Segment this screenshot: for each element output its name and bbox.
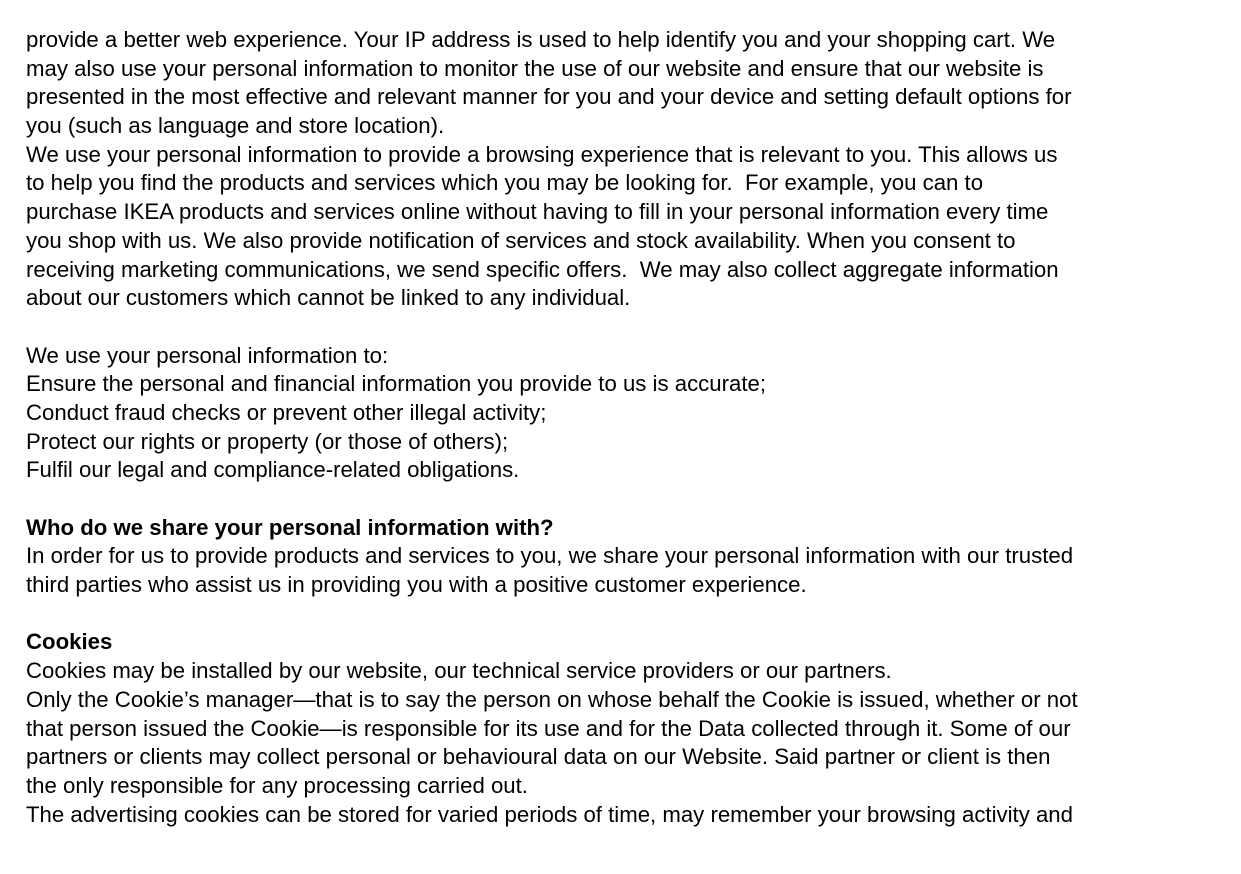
spacer xyxy=(26,485,1226,514)
text-line: receiving marketing communications, we send specific offers. We may also collect aggregate information xyxy=(26,256,1059,282)
text-line: the only responsible for any processing carried out. xyxy=(26,772,528,798)
share-section xyxy=(26,514,1226,600)
uses-intro: We use your personal information to: xyxy=(26,342,389,368)
text-line: Cookies may be installed by our website, our technical service providers or our partners. xyxy=(26,658,892,684)
text-line: The advertising cookies can be stored for varied periods of time, may remember your browsing activity and xyxy=(26,801,1073,827)
cookies-section xyxy=(26,628,1226,829)
text-line: that person issued the Cookie—is responsible for its use and for the Data collected through it. Some of our xyxy=(26,715,1071,741)
paragraph-browsing-experience xyxy=(26,141,1226,313)
text-line: provide a better web experience. Your IP address is used to help identify you and your shopping cart. We xyxy=(26,27,1056,52)
text-line: purchase IKEA products and services online without having to fill in your personal information every time xyxy=(26,199,1049,225)
spacer xyxy=(26,600,1226,629)
uses-section xyxy=(26,342,1226,485)
text-line: you (such as language and store location). xyxy=(26,113,445,139)
text-line: In order for us to provide products and services to you, we share your personal information with our trusted xyxy=(26,543,1074,569)
uses-list-item: Ensure the personal and financial information you provide to us is accurate; xyxy=(26,371,767,397)
spacer xyxy=(26,313,1226,342)
text-line: about our customers which cannot be linked to any individual. xyxy=(26,285,631,311)
uses-list-item: Conduct fraud checks or prevent other illegal activity; xyxy=(26,399,547,425)
share-heading: Who do we share your personal information with? xyxy=(26,514,554,540)
text-line: Only the Cookie’s manager—that is to say the person on whose behalf the Cookie is issued, whether or not xyxy=(26,686,1078,712)
text-line: you shop with us. We also provide notification of services and stock availability. When you consent to xyxy=(26,227,1016,253)
text-line: presented in the most effective and relevant manner for you and your device and setting default options for xyxy=(26,84,1072,110)
cookies-heading: Cookies xyxy=(26,629,113,655)
uses-list-item: Fulfil our legal and compliance-related obligations. xyxy=(26,457,520,483)
text-line: partners or clients may collect personal or behavioural data on our Website. Said partner or client is then xyxy=(26,744,1051,770)
privacy-policy-page xyxy=(26,26,1226,829)
uses-list-item: Protect our rights or property (or those of others); xyxy=(26,428,509,454)
text-line: may also use your personal information to monitor the use of our website and ensure that our website is xyxy=(26,55,1044,81)
text-line: to help you find the products and services which you may be looking for. For example, you can to xyxy=(26,170,984,196)
text-line: We use your personal information to provide a browsing experience that is relevant to you. This allows us xyxy=(26,141,1058,167)
text-line: third parties who assist us in providing you with a positive customer experience. xyxy=(26,572,807,598)
paragraph-web-experience xyxy=(26,26,1226,141)
